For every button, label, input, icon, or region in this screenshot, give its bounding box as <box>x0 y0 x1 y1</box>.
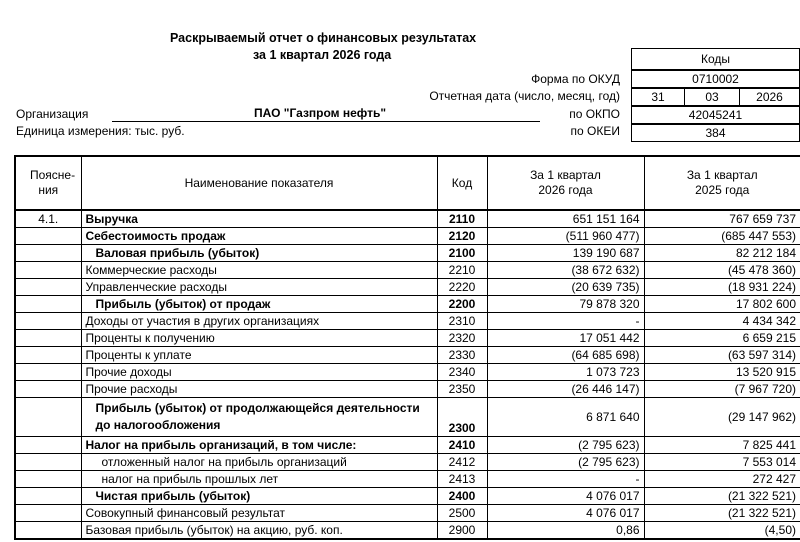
row-name: Проценты к получению <box>81 330 437 347</box>
row-note <box>15 381 81 398</box>
row-note <box>15 228 81 245</box>
row-code: 2350 <box>437 381 487 398</box>
table-row <box>15 330 800 347</box>
row-value-previous: (63 597 314) <box>644 347 800 364</box>
row-value-previous: 7 825 441 <box>644 437 800 454</box>
row-note <box>15 330 81 347</box>
row-note <box>15 471 81 488</box>
row-code: 2320 <box>437 330 487 347</box>
report-title: Раскрываемый отчет о финансовых результатах <box>170 31 477 45</box>
row-name: Базовая прибыль (убыток) на акцию, руб. коп. <box>81 522 437 540</box>
row-note <box>15 364 81 381</box>
org-name: ПАО "Газпром нефть" <box>254 106 387 120</box>
row-code: 2340 <box>437 364 487 381</box>
date-day: 31 <box>631 88 685 106</box>
row-value-current: (26 446 147) <box>487 381 644 398</box>
table-row <box>15 313 800 330</box>
row-name: Прочие доходы <box>81 364 437 381</box>
row-code: 2500 <box>437 505 487 522</box>
row-note <box>15 313 81 330</box>
row-value-previous: 7 553 014 <box>644 454 800 471</box>
row-name: Прибыль (убыток) от продолжающейся деятельности до налогообложения <box>81 398 437 437</box>
row-value-previous: (45 478 360) <box>644 262 800 279</box>
financial-results-table <box>14 155 800 540</box>
row-name: Выручка <box>81 210 437 228</box>
col-name-header: Наименование показателя <box>81 156 437 210</box>
row-name: Прочие расходы <box>81 381 437 398</box>
okpo-code: 42045241 <box>631 106 800 124</box>
row-note <box>15 296 81 313</box>
row-name: отложенный налог на прибыль организаций <box>81 454 437 471</box>
table-row <box>15 398 800 437</box>
row-name: Чистая прибыль (убыток) <box>81 488 437 505</box>
row-name: налог на прибыль прошлых лет <box>81 471 437 488</box>
table-row <box>15 210 800 228</box>
org-label: Организация <box>16 107 89 121</box>
okpo-label: по ОКПО <box>569 107 620 121</box>
row-value-current: (20 639 735) <box>487 279 644 296</box>
table-header-row <box>15 156 800 210</box>
row-value-current: 79 878 320 <box>487 296 644 313</box>
okei-label: по ОКЕИ <box>570 124 620 138</box>
row-code: 2410 <box>437 437 487 454</box>
report-period: за 1 квартал 2026 года <box>253 48 392 62</box>
col-previous-header: За 1 квартал 2025 года <box>644 156 800 210</box>
date-label: Отчетная дата (число, месяц, год) <box>429 89 620 103</box>
col-code-header: Код <box>437 156 487 210</box>
row-value-previous: (21 322 521) <box>644 488 800 505</box>
row-value-current: 4 076 017 <box>487 505 644 522</box>
row-value-previous: 272 427 <box>644 471 800 488</box>
row-code: 2310 <box>437 313 487 330</box>
row-name: Проценты к уплате <box>81 347 437 364</box>
row-value-current: (2 795 623) <box>487 454 644 471</box>
row-code: 2900 <box>437 522 487 540</box>
row-value-current: (511 960 477) <box>487 228 644 245</box>
row-name: Совокупный финансовый результат <box>81 505 437 522</box>
row-note <box>15 347 81 364</box>
row-value-current: (64 685 698) <box>487 347 644 364</box>
row-value-previous: (685 447 553) <box>644 228 800 245</box>
row-value-previous: 17 802 600 <box>644 296 800 313</box>
row-name: Управленческие расходы <box>81 279 437 296</box>
table-row <box>15 364 800 381</box>
row-name: Прибыль (убыток) от продаж <box>81 296 437 313</box>
row-note <box>15 437 81 454</box>
row-value-current: (38 672 632) <box>487 262 644 279</box>
row-note <box>15 245 81 262</box>
unit-label: Единица измерения: тыс. руб. <box>16 124 185 138</box>
row-code: 2300 <box>437 398 487 437</box>
row-note <box>15 398 81 437</box>
row-code: 2412 <box>437 454 487 471</box>
table-row <box>15 228 800 245</box>
row-value-current: - <box>487 313 644 330</box>
row-value-current: (2 795 623) <box>487 437 644 454</box>
row-code: 2120 <box>437 228 487 245</box>
row-value-current: 139 190 687 <box>487 245 644 262</box>
row-note: 4.1. <box>15 210 81 228</box>
row-value-previous: (4,50) <box>644 522 800 540</box>
table-body <box>15 210 800 539</box>
row-code: 2210 <box>437 262 487 279</box>
row-value-current: - <box>487 471 644 488</box>
row-name: Коммерческие расходы <box>81 262 437 279</box>
table-row <box>15 262 800 279</box>
row-value-previous: (18 931 224) <box>644 279 800 296</box>
col-current-header: За 1 квартал 2026 года <box>487 156 644 210</box>
table-row <box>15 279 800 296</box>
row-value-current: 1 073 723 <box>487 364 644 381</box>
row-code: 2110 <box>437 210 487 228</box>
row-code: 2400 <box>437 488 487 505</box>
row-value-current: 17 051 442 <box>487 330 644 347</box>
row-value-previous: (29 147 962) <box>644 398 800 437</box>
table-row <box>15 505 800 522</box>
row-note <box>15 279 81 296</box>
row-value-current: 6 871 640 <box>487 398 644 437</box>
row-note <box>15 262 81 279</box>
col-note-header: Поясне-ния <box>15 156 81 210</box>
table-row <box>15 347 800 364</box>
row-value-current: 0,86 <box>487 522 644 540</box>
table-row <box>15 381 800 398</box>
row-name: Валовая прибыль (убыток) <box>81 245 437 262</box>
table-row <box>15 522 800 540</box>
table-row <box>15 245 800 262</box>
row-note <box>15 522 81 540</box>
row-value-previous: (7 967 720) <box>644 381 800 398</box>
row-name: Себестоимость продаж <box>81 228 437 245</box>
table-row <box>15 296 800 313</box>
row-value-previous: (21 322 521) <box>644 505 800 522</box>
row-note <box>15 505 81 522</box>
row-value-previous: 6 659 215 <box>644 330 800 347</box>
row-value-previous: 13 520 915 <box>644 364 800 381</box>
row-code: 2413 <box>437 471 487 488</box>
row-code: 2200 <box>437 296 487 313</box>
table-row <box>15 471 800 488</box>
row-name: Налог на прибыль организаций, в том числе: <box>81 437 437 454</box>
row-value-current: 651 151 164 <box>487 210 644 228</box>
date-month: 03 <box>684 88 740 106</box>
date-year: 2026 <box>739 88 800 106</box>
row-code: 2100 <box>437 245 487 262</box>
row-code: 2330 <box>437 347 487 364</box>
row-note <box>15 454 81 471</box>
okei-code: 384 <box>631 124 800 142</box>
row-value-previous: 767 659 737 <box>644 210 800 228</box>
row-value-current: 4 076 017 <box>487 488 644 505</box>
table-row <box>15 488 800 505</box>
table-row <box>15 454 800 471</box>
form-code: 0710002 <box>631 70 800 88</box>
row-code: 2220 <box>437 279 487 296</box>
row-name: Доходы от участия в других организациях <box>81 313 437 330</box>
form-label: Форма по ОКУД <box>531 72 620 86</box>
row-note <box>15 488 81 505</box>
table-row <box>15 437 800 454</box>
codes-header: Коды <box>631 48 800 70</box>
row-value-previous: 82 212 184 <box>644 245 800 262</box>
row-value-previous: 4 434 342 <box>644 313 800 330</box>
